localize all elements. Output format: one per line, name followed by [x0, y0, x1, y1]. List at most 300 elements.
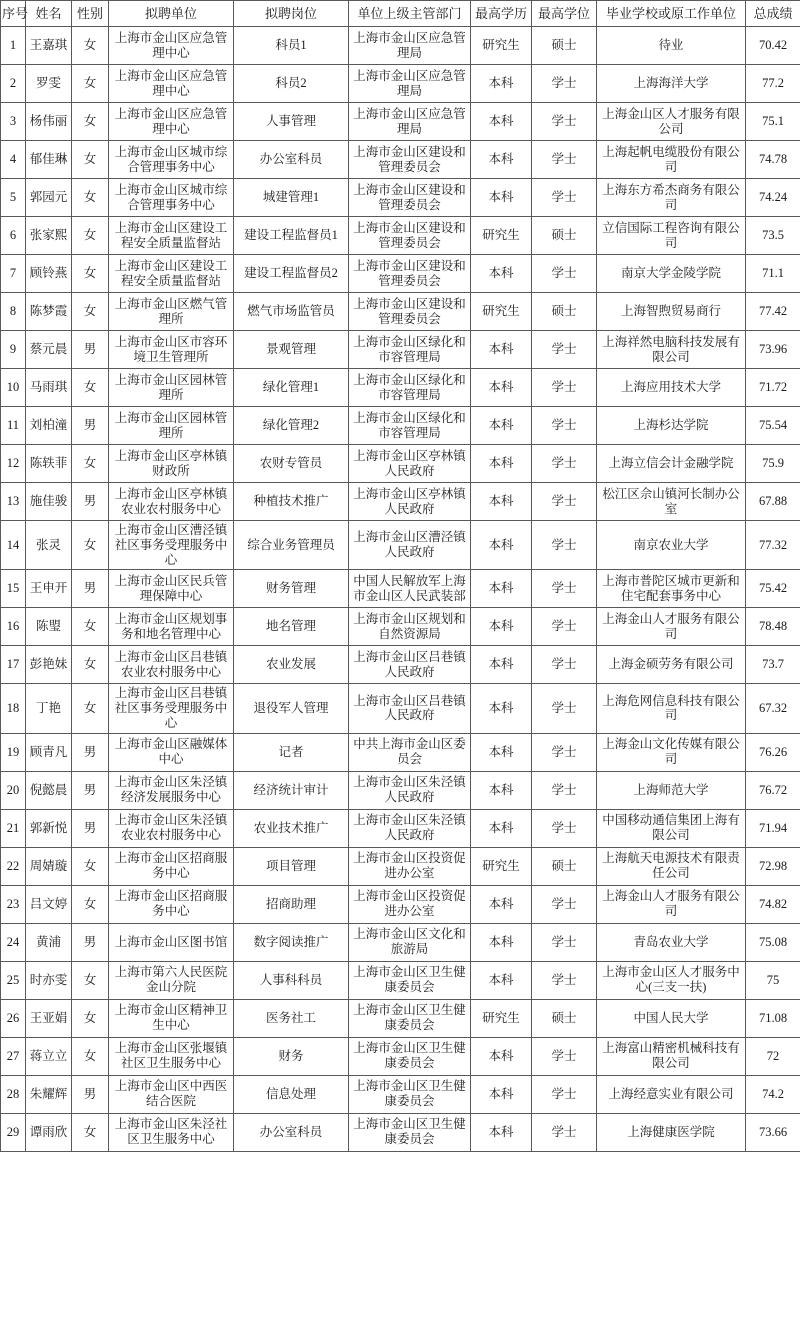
cell-name: 黄浦 [26, 923, 72, 961]
cell-idx: 28 [1, 1075, 26, 1113]
cell-unit: 上海市金山区精神卫生中心 [109, 999, 234, 1037]
cell-sex: 男 [72, 1075, 109, 1113]
cell-unit: 上海市金山区应急管理中心 [109, 27, 234, 65]
table-row [1, 961, 800, 999]
cell-deg: 学士 [532, 1075, 597, 1113]
cell-post: 项目管理 [234, 847, 349, 885]
cell-score: 75.9 [746, 445, 800, 483]
cell-dept: 上海市金山区亭林镇人民政府 [349, 445, 471, 483]
table-row [1, 27, 800, 65]
cell-edu: 本科 [471, 65, 532, 103]
cell-post: 城建管理1 [234, 179, 349, 217]
cell-unit: 上海市金山区吕巷镇农业农村服务中心 [109, 646, 234, 684]
cell-idx: 6 [1, 217, 26, 255]
cell-sex: 女 [72, 293, 109, 331]
cell-school: 上海富山精密机械科技有限公司 [597, 1037, 746, 1075]
table-row [1, 293, 800, 331]
cell-name: 张灵 [26, 521, 72, 570]
cell-unit: 上海市金山区朱泾社区卫生服务中心 [109, 1113, 234, 1151]
cell-dept: 上海市金山区规划和自然资源局 [349, 608, 471, 646]
table-row [1, 331, 800, 369]
cell-deg: 硕士 [532, 27, 597, 65]
cell-post: 农财专管员 [234, 445, 349, 483]
cell-edu: 本科 [471, 809, 532, 847]
cell-unit: 上海市金山区市容环境卫生管理所 [109, 331, 234, 369]
cell-score: 74.82 [746, 885, 800, 923]
cell-school: 上海立信会计金融学院 [597, 445, 746, 483]
cell-school: 上海航天电源技术有限责任公司 [597, 847, 746, 885]
cell-score: 74.78 [746, 141, 800, 179]
cell-school: 上海应用技术大学 [597, 369, 746, 407]
cell-post: 建设工程监督员1 [234, 217, 349, 255]
cell-post: 办公室科员 [234, 1113, 349, 1151]
cell-edu: 本科 [471, 1037, 532, 1075]
cell-dept: 上海市金山区吕巷镇人民政府 [349, 684, 471, 733]
table-row [1, 65, 800, 103]
cell-name: 郭新悦 [26, 809, 72, 847]
cell-deg: 学士 [532, 483, 597, 521]
cell-idx: 16 [1, 608, 26, 646]
cell-dept: 上海市金山区建设和管理委员会 [349, 217, 471, 255]
cell-unit: 上海市金山区图书馆 [109, 923, 234, 961]
cell-score: 67.32 [746, 684, 800, 733]
cell-sex: 女 [72, 521, 109, 570]
table-row [1, 809, 800, 847]
cell-score: 73.7 [746, 646, 800, 684]
cell-edu: 本科 [471, 885, 532, 923]
cell-dept: 上海市金山区建设和管理委员会 [349, 293, 471, 331]
cell-deg: 学士 [532, 255, 597, 293]
cell-post: 地名管理 [234, 608, 349, 646]
cell-score: 76.26 [746, 733, 800, 771]
column-header-dept: 单位上级主管部门 [349, 1, 471, 27]
cell-dept: 上海市金山区文化和旅游局 [349, 923, 471, 961]
cell-idx: 23 [1, 885, 26, 923]
cell-edu: 研究生 [471, 217, 532, 255]
cell-edu: 研究生 [471, 293, 532, 331]
cell-deg: 学士 [532, 608, 597, 646]
cell-deg: 硕士 [532, 217, 597, 255]
cell-post: 记者 [234, 733, 349, 771]
cell-post: 农业发展 [234, 646, 349, 684]
table-row [1, 141, 800, 179]
cell-school: 上海起帆电缆股份有限公司 [597, 141, 746, 179]
cell-name: 彭艳妹 [26, 646, 72, 684]
table-row [1, 570, 800, 608]
cell-name: 丁艳 [26, 684, 72, 733]
cell-idx: 5 [1, 179, 26, 217]
cell-deg: 硕士 [532, 999, 597, 1037]
table-row [1, 445, 800, 483]
header-row [1, 1, 800, 27]
cell-deg: 学士 [532, 141, 597, 179]
cell-name: 王嘉琪 [26, 27, 72, 65]
cell-unit: 上海市金山区城市综合管理事务中心 [109, 141, 234, 179]
cell-edu: 研究生 [471, 999, 532, 1037]
cell-school: 松江区佘山镇河长制办公室 [597, 483, 746, 521]
cell-post: 信息处理 [234, 1075, 349, 1113]
cell-score: 73.66 [746, 1113, 800, 1151]
cell-post: 种植技术推广 [234, 483, 349, 521]
cell-score: 73.96 [746, 331, 800, 369]
cell-score: 74.2 [746, 1075, 800, 1113]
cell-dept: 上海市金山区卫生健康委员会 [349, 961, 471, 999]
cell-name: 郁佳琳 [26, 141, 72, 179]
table-row [1, 255, 800, 293]
cell-sex: 男 [72, 809, 109, 847]
cell-score: 77.32 [746, 521, 800, 570]
table-row [1, 999, 800, 1037]
table-row [1, 407, 800, 445]
cell-school: 上海金山人才服务有限公司 [597, 885, 746, 923]
cell-unit: 上海市金山区建设工程安全质量监督站 [109, 217, 234, 255]
cell-unit: 上海市金山区吕巷镇社区事务受理服务中心 [109, 684, 234, 733]
cell-deg: 学士 [532, 1113, 597, 1151]
cell-sex: 男 [72, 923, 109, 961]
cell-school: 上海金山文化传媒有限公司 [597, 733, 746, 771]
cell-deg: 学士 [532, 570, 597, 608]
cell-sex: 女 [72, 27, 109, 65]
cell-sex: 女 [72, 1113, 109, 1151]
cell-sex: 女 [72, 684, 109, 733]
cell-sex: 女 [72, 65, 109, 103]
cell-dept: 上海市金山区朱泾镇人民政府 [349, 771, 471, 809]
cell-school: 待业 [597, 27, 746, 65]
cell-idx: 19 [1, 733, 26, 771]
cell-deg: 硕士 [532, 847, 597, 885]
cell-name: 郭园元 [26, 179, 72, 217]
cell-score: 67.88 [746, 483, 800, 521]
cell-name: 王亚娟 [26, 999, 72, 1037]
cell-post: 综合业务管理员 [234, 521, 349, 570]
cell-deg: 学士 [532, 369, 597, 407]
cell-name: 顾青凡 [26, 733, 72, 771]
cell-deg: 学士 [532, 961, 597, 999]
cell-unit: 上海市金山区园林管理所 [109, 407, 234, 445]
cell-name: 张家熙 [26, 217, 72, 255]
cell-sex: 女 [72, 999, 109, 1037]
cell-idx: 7 [1, 255, 26, 293]
cell-unit: 上海市金山区亭林镇财政所 [109, 445, 234, 483]
table-row [1, 885, 800, 923]
cell-unit: 上海市金山区城市综合管理事务中心 [109, 179, 234, 217]
cell-dept: 上海市金山区建设和管理委员会 [349, 255, 471, 293]
cell-school: 中国移动通信集团上海有限公司 [597, 809, 746, 847]
table-row [1, 1075, 800, 1113]
cell-edu: 本科 [471, 1113, 532, 1151]
cell-name: 蔡元晨 [26, 331, 72, 369]
cell-dept: 上海市金山区卫生健康委员会 [349, 999, 471, 1037]
cell-edu: 研究生 [471, 847, 532, 885]
cell-school: 上海东方希杰商务有限公司 [597, 179, 746, 217]
cell-name: 杨伟丽 [26, 103, 72, 141]
cell-deg: 学士 [532, 521, 597, 570]
cell-deg: 学士 [532, 179, 597, 217]
cell-deg: 学士 [532, 103, 597, 141]
cell-idx: 2 [1, 65, 26, 103]
table-row [1, 483, 800, 521]
cell-unit: 上海市金山区应急管理中心 [109, 103, 234, 141]
cell-sex: 女 [72, 608, 109, 646]
cell-sex: 男 [72, 483, 109, 521]
cell-post: 绿化管理1 [234, 369, 349, 407]
cell-edu: 本科 [471, 608, 532, 646]
cell-idx: 18 [1, 684, 26, 733]
cell-post: 人事管理 [234, 103, 349, 141]
cell-deg: 学士 [532, 771, 597, 809]
cell-name: 谭雨欣 [26, 1113, 72, 1151]
cell-idx: 27 [1, 1037, 26, 1075]
cell-idx: 1 [1, 27, 26, 65]
cell-idx: 29 [1, 1113, 26, 1151]
table-row [1, 1113, 800, 1151]
cell-sex: 女 [72, 141, 109, 179]
cell-post: 科员2 [234, 65, 349, 103]
column-header-score: 总成绩 [746, 1, 800, 27]
cell-school: 上海杉达学院 [597, 407, 746, 445]
cell-score: 71.08 [746, 999, 800, 1037]
cell-deg: 学士 [532, 65, 597, 103]
table-row [1, 521, 800, 570]
cell-unit: 上海市金山区规划事务和地名管理中心 [109, 608, 234, 646]
cell-sex: 女 [72, 885, 109, 923]
cell-idx: 10 [1, 369, 26, 407]
cell-post: 建设工程监督员2 [234, 255, 349, 293]
cell-edu: 本科 [471, 521, 532, 570]
cell-unit: 上海市第六人民医院金山分院 [109, 961, 234, 999]
cell-idx: 24 [1, 923, 26, 961]
column-header-name: 姓名 [26, 1, 72, 27]
cell-idx: 22 [1, 847, 26, 885]
cell-school: 南京大学金陵学院 [597, 255, 746, 293]
cell-unit: 上海市金山区朱泾镇经济发展服务中心 [109, 771, 234, 809]
cell-deg: 学士 [532, 331, 597, 369]
cell-sex: 女 [72, 103, 109, 141]
cell-post: 医务社工 [234, 999, 349, 1037]
cell-post: 数字阅读推广 [234, 923, 349, 961]
cell-dept: 上海市金山区卫生健康委员会 [349, 1037, 471, 1075]
cell-name: 蒋立立 [26, 1037, 72, 1075]
cell-school: 南京农业大学 [597, 521, 746, 570]
cell-score: 72 [746, 1037, 800, 1075]
cell-edu: 本科 [471, 1075, 532, 1113]
cell-edu: 本科 [471, 684, 532, 733]
cell-school: 上海金硕劳务有限公司 [597, 646, 746, 684]
cell-edu: 本科 [471, 483, 532, 521]
cell-deg: 硕士 [532, 293, 597, 331]
cell-unit: 上海市金山区中西医结合医院 [109, 1075, 234, 1113]
table-body [1, 27, 800, 1152]
cell-school: 青岛农业大学 [597, 923, 746, 961]
cell-school: 上海金山区人才服务有限公司 [597, 103, 746, 141]
cell-edu: 本科 [471, 103, 532, 141]
cell-deg: 学士 [532, 809, 597, 847]
table-row [1, 646, 800, 684]
cell-idx: 3 [1, 103, 26, 141]
cell-sex: 男 [72, 331, 109, 369]
cell-sex: 女 [72, 961, 109, 999]
column-header-deg: 最高学位 [532, 1, 597, 27]
table-row [1, 608, 800, 646]
cell-unit: 上海市金山区应急管理中心 [109, 65, 234, 103]
cell-score: 71.94 [746, 809, 800, 847]
table-row [1, 923, 800, 961]
cell-post: 办公室科员 [234, 141, 349, 179]
cell-post: 财务管理 [234, 570, 349, 608]
cell-dept: 上海市金山区建设和管理委员会 [349, 141, 471, 179]
cell-idx: 9 [1, 331, 26, 369]
cell-score: 75.42 [746, 570, 800, 608]
cell-dept: 上海市金山区建设和管理委员会 [349, 179, 471, 217]
cell-school: 上海海洋大学 [597, 65, 746, 103]
cell-name: 罗雯 [26, 65, 72, 103]
cell-score: 76.72 [746, 771, 800, 809]
cell-score: 75 [746, 961, 800, 999]
column-header-unit: 拟聘单位 [109, 1, 234, 27]
cell-school: 上海经意实业有限公司 [597, 1075, 746, 1113]
cell-score: 77.42 [746, 293, 800, 331]
cell-dept: 上海市金山区吕巷镇人民政府 [349, 646, 471, 684]
cell-idx: 15 [1, 570, 26, 608]
cell-dept: 上海市金山区卫生健康委员会 [349, 1113, 471, 1151]
cell-idx: 25 [1, 961, 26, 999]
cell-name: 马雨琪 [26, 369, 72, 407]
cell-score: 75.08 [746, 923, 800, 961]
cell-dept: 上海市金山区漕泾镇人民政府 [349, 521, 471, 570]
cell-unit: 上海市金山区亭林镇农业农村服务中心 [109, 483, 234, 521]
cell-sex: 女 [72, 217, 109, 255]
cell-dept: 上海市金山区卫生健康委员会 [349, 1075, 471, 1113]
cell-unit: 上海市金山区漕泾镇社区事务受理服务中心 [109, 521, 234, 570]
cell-dept: 上海市金山区亭林镇人民政府 [349, 483, 471, 521]
cell-unit: 上海市金山区建设工程安全质量监督站 [109, 255, 234, 293]
cell-dept: 上海市金山区应急管理局 [349, 27, 471, 65]
cell-edu: 本科 [471, 369, 532, 407]
table-row [1, 217, 800, 255]
cell-sex: 女 [72, 255, 109, 293]
cell-score: 71.1 [746, 255, 800, 293]
cell-unit: 上海市金山区招商服务中心 [109, 885, 234, 923]
cell-dept: 上海市金山区绿化和市容管理局 [349, 331, 471, 369]
cell-sex: 男 [72, 733, 109, 771]
cell-sex: 男 [72, 407, 109, 445]
cell-score: 70.42 [746, 27, 800, 65]
cell-school: 上海市普陀区城市更新和住宅配套事务中心 [597, 570, 746, 608]
cell-edu: 本科 [471, 141, 532, 179]
cell-post: 燃气市场监管员 [234, 293, 349, 331]
cell-score: 75.1 [746, 103, 800, 141]
cell-name: 朱耀辉 [26, 1075, 72, 1113]
cell-name: 陈梦霞 [26, 293, 72, 331]
table-row [1, 103, 800, 141]
cell-deg: 学士 [532, 923, 597, 961]
cell-edu: 本科 [471, 331, 532, 369]
cell-unit: 上海市金山区招商服务中心 [109, 847, 234, 885]
cell-edu: 本科 [471, 646, 532, 684]
cell-name: 陈轶菲 [26, 445, 72, 483]
cell-edu: 本科 [471, 255, 532, 293]
cell-deg: 学士 [532, 445, 597, 483]
cell-sex: 女 [72, 179, 109, 217]
cell-idx: 14 [1, 521, 26, 570]
table-row [1, 369, 800, 407]
cell-post: 财务 [234, 1037, 349, 1075]
cell-school: 上海市金山区人才服务中心(三支一扶) [597, 961, 746, 999]
cell-name: 施佳骏 [26, 483, 72, 521]
table-row [1, 847, 800, 885]
cell-name: 刘柏潼 [26, 407, 72, 445]
column-header-post: 拟聘岗位 [234, 1, 349, 27]
table-row [1, 771, 800, 809]
cell-unit: 上海市金山区张堰镇社区卫生服务中心 [109, 1037, 234, 1075]
cell-post: 退役军人管理 [234, 684, 349, 733]
cell-dept: 中国人民解放军上海市金山区人民武装部 [349, 570, 471, 608]
cell-deg: 学士 [532, 885, 597, 923]
cell-score: 71.72 [746, 369, 800, 407]
cell-post: 招商助理 [234, 885, 349, 923]
cell-sex: 女 [72, 847, 109, 885]
cell-name: 周婧璇 [26, 847, 72, 885]
cell-score: 77.2 [746, 65, 800, 103]
cell-dept: 上海市金山区绿化和市容管理局 [349, 407, 471, 445]
table-row [1, 684, 800, 733]
cell-dept: 上海市金山区投资促进办公室 [349, 847, 471, 885]
cell-edu: 研究生 [471, 27, 532, 65]
cell-score: 73.5 [746, 217, 800, 255]
cell-dept: 上海市金山区投资促进办公室 [349, 885, 471, 923]
cell-dept: 上海市金山区应急管理局 [349, 65, 471, 103]
cell-post: 农业技术推广 [234, 809, 349, 847]
column-header-edu: 最高学历 [471, 1, 532, 27]
table-header [1, 1, 800, 27]
cell-post: 人事科科员 [234, 961, 349, 999]
cell-score: 75.54 [746, 407, 800, 445]
column-header-idx: 序号 [1, 1, 26, 27]
cell-unit: 上海市金山区民兵管理保障中心 [109, 570, 234, 608]
cell-sex: 男 [72, 570, 109, 608]
cell-deg: 学士 [532, 407, 597, 445]
cell-deg: 学士 [532, 733, 597, 771]
cell-edu: 本科 [471, 570, 532, 608]
cell-school: 中国人民大学 [597, 999, 746, 1037]
cell-dept: 中共上海市金山区委员会 [349, 733, 471, 771]
cell-score: 78.48 [746, 608, 800, 646]
cell-edu: 本科 [471, 733, 532, 771]
cell-name: 倪懿晨 [26, 771, 72, 809]
table-row [1, 733, 800, 771]
cell-sex: 女 [72, 445, 109, 483]
cell-idx: 12 [1, 445, 26, 483]
cell-post: 经济统计审计 [234, 771, 349, 809]
cell-sex: 女 [72, 1037, 109, 1075]
cell-post: 绿化管理2 [234, 407, 349, 445]
cell-deg: 学士 [532, 646, 597, 684]
cell-sex: 男 [72, 771, 109, 809]
cell-post: 科员1 [234, 27, 349, 65]
cell-idx: 11 [1, 407, 26, 445]
cell-score: 72.98 [746, 847, 800, 885]
cell-unit: 上海市金山区朱泾镇农业农村服务中心 [109, 809, 234, 847]
cell-edu: 本科 [471, 923, 532, 961]
cell-deg: 学士 [532, 1037, 597, 1075]
cell-school: 上海智煦贸易商行 [597, 293, 746, 331]
cell-idx: 21 [1, 809, 26, 847]
cell-edu: 本科 [471, 407, 532, 445]
cell-idx: 8 [1, 293, 26, 331]
cell-sex: 女 [72, 646, 109, 684]
cell-unit: 上海市金山区燃气管理所 [109, 293, 234, 331]
cell-edu: 本科 [471, 961, 532, 999]
